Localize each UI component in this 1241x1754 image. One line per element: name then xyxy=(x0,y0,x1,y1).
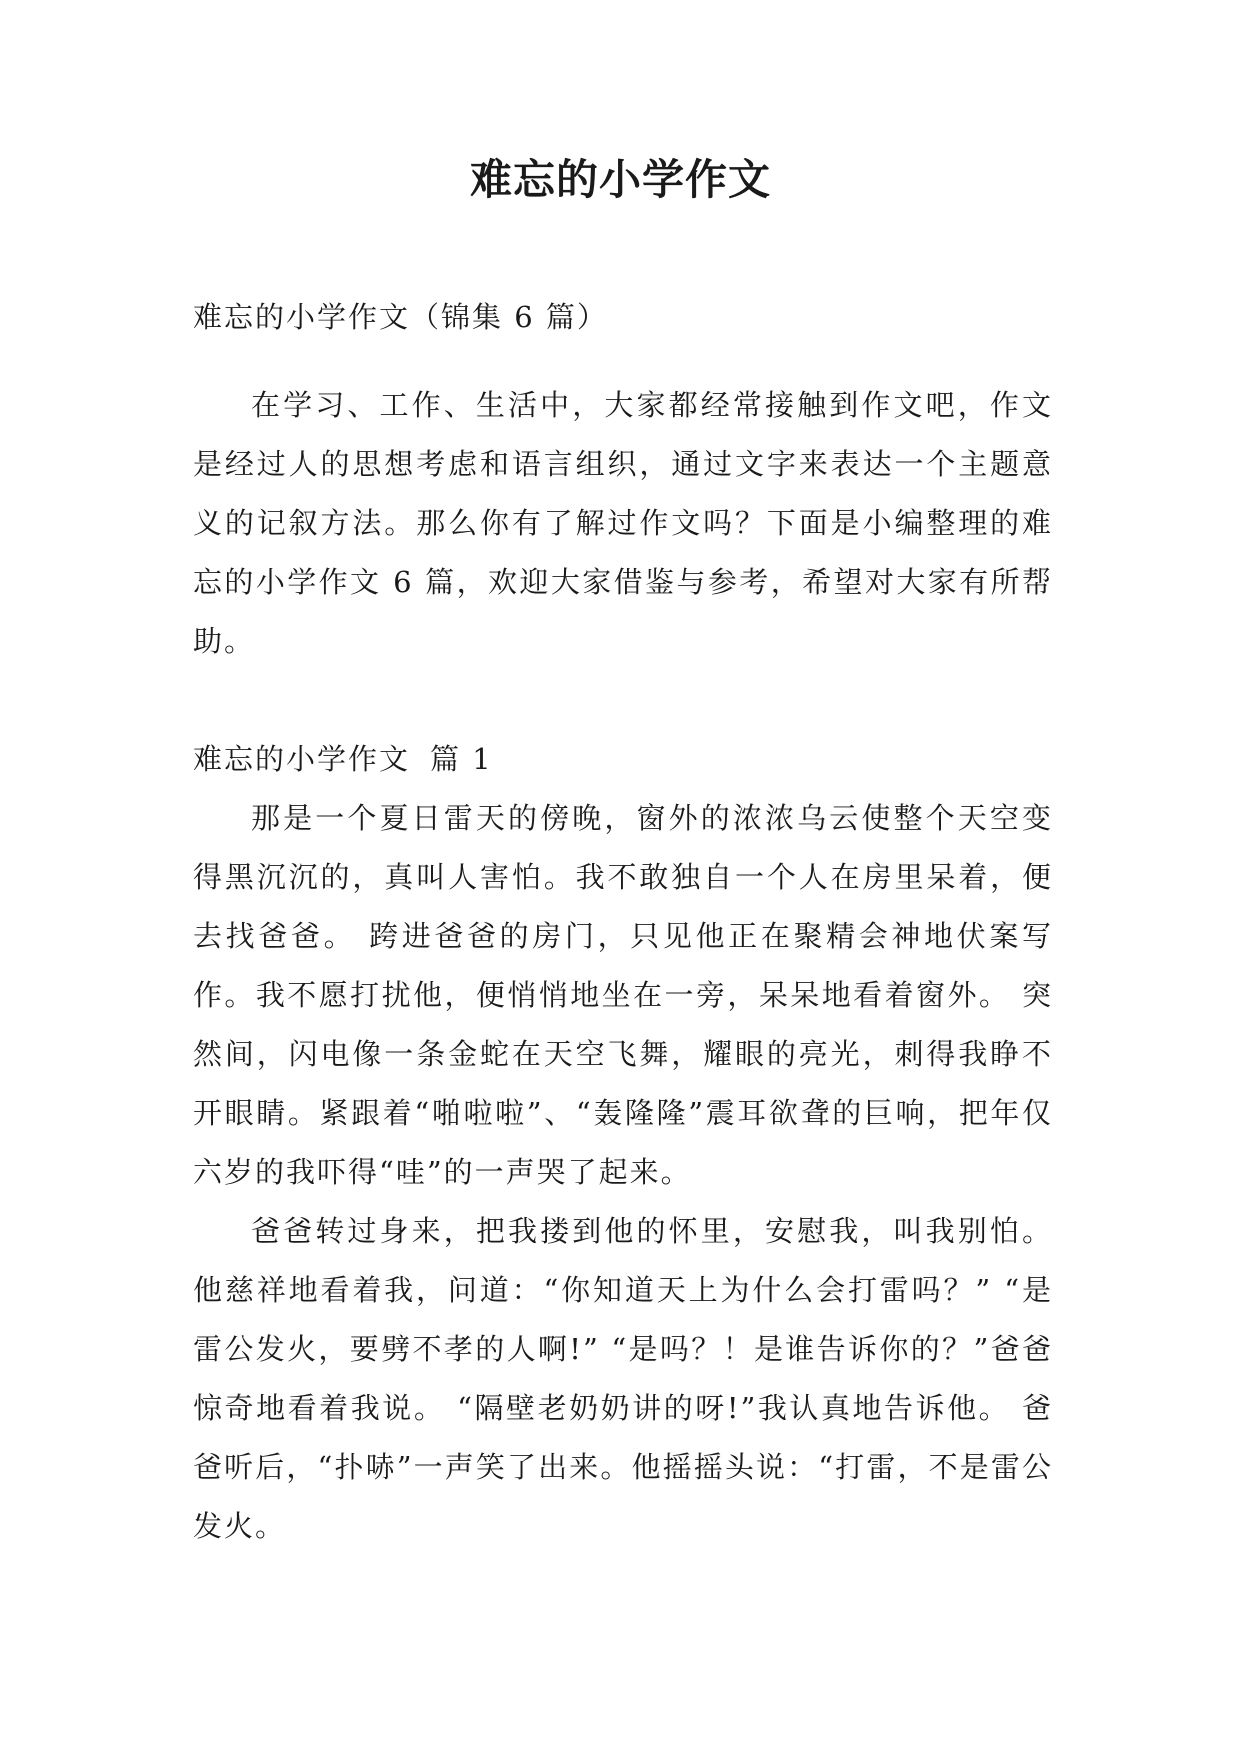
intro-paragraph: 在学习、工作、生活中，大家都经常接触到作文吧，作文是经过人的思想考虑和语言组织，通过文字来表达一个主题意义的记叙方法。那么你有了解过作文吗？下面是小编整理的难忘的小学作文 6 篇，欢迎大家借鉴与参考，希望对大家有所帮助。 xyxy=(193,388,1053,658)
section-heading xyxy=(193,730,1053,789)
section-paragraph: 那是一个夏日雷天的傍晚，窗外的浓浓乌云使整个天空变得黑沉沉的，真叫人害怕。我不敢独自一个人在房里呆着，便去找爸爸。 跨进爸爸的房门，只见他正在聚精会神地伏案写作。我不愿打扰他，便悄悄地坐在一旁，呆呆地看着窗外。 突然间，闪电像一条金蛇在天空飞舞，耀眼的亮光，刺得我睁不开眼睛。紧跟着“啪啦啦”、“轰隆隆”震耳欲聋的巨响，把年仅六岁的我吓得“哇”的一声哭了起来。 xyxy=(193,801,1053,1189)
document-body xyxy=(193,288,1053,1556)
document-subtitle: 难忘的小学作文（锦集 6 篇） xyxy=(193,300,608,334)
document-title: 难忘的小学作文 xyxy=(469,155,771,204)
section-paragraph: 爸爸转过身来，把我搂到他的怀里，安慰我，叫我别怕。他慈祥地看着我，问道：“你知道天上为什么会打雷吗？” “是雷公发火，要劈不孝的人啊!” “是吗？！是谁告诉你的？”爸爸惊奇地看着我说。 “隔壁老奶奶讲的呀!”我认真地告诉他。 爸爸听后，“扑哧”一声笑了出来。他摇摇头说：“打雷，不是雷公发火。 xyxy=(193,1214,1053,1543)
section-heading-number: 篇 1 xyxy=(430,742,493,776)
section-heading-title: 难忘的小学作文 xyxy=(193,742,411,776)
